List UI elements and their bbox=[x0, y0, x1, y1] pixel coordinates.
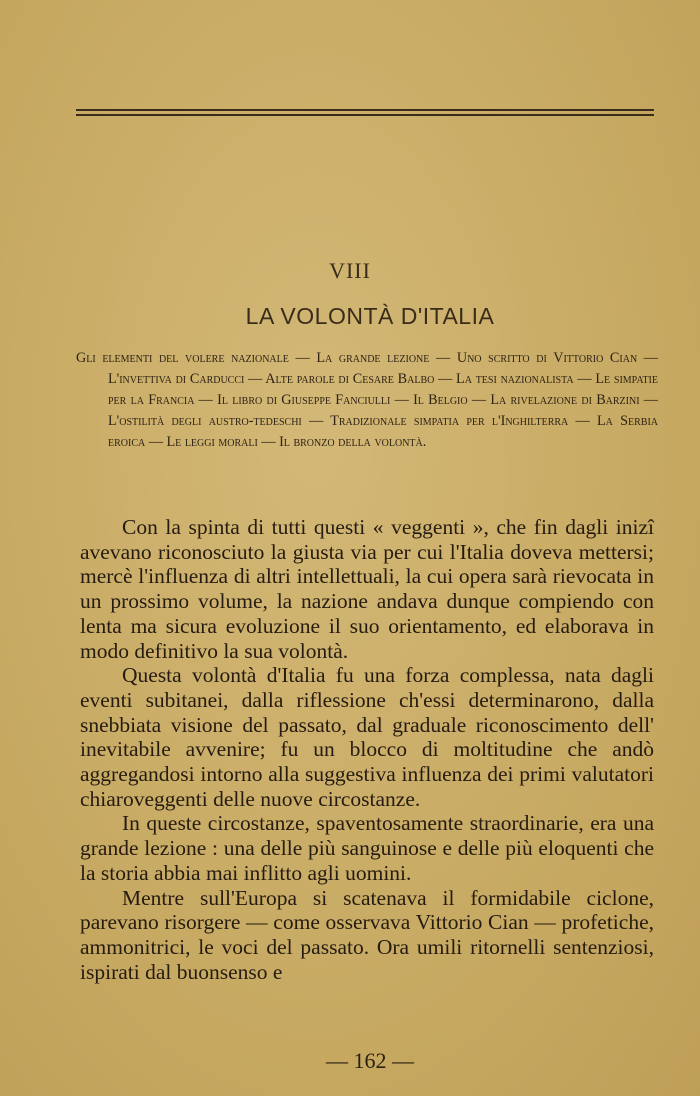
top-rule-double bbox=[76, 114, 654, 116]
paragraph: In queste circostanze, spaventosamente straordinarie, era una grande lezione : una delle più sanguinose e delle più eloquenti che la storia abbia mai inflitto agli uomini. bbox=[80, 811, 654, 885]
chapter-number: VIII bbox=[329, 258, 371, 283]
paragraph: Con la spinta di tutti questi « veggenti », che fin dagli inizî avevano riconosciuto la giusta via per cui l'Italia doveva mettersi; mercè l'influenza di altri intellettuali, la cui opera sarà rievocata in un prossimo volume, la nazione andava dunque compiendo con lenta ma sicura evoluzione il suo orientamento, ed elaborava in modo definitivo la sua volontà. bbox=[80, 515, 654, 663]
paragraph: Mentre sull'Europa si scatenava il formidabile ciclone, parevano risorgere — come osservava Vittorio Cian — profetiche, ammonitrici, le voci del passato. Ora umili ritornelli sentenziosi, ispirati dal buonsenso e bbox=[80, 885, 654, 984]
summary-text: Gli elementi del volere nazionale — La grande lezione — Uno scritto di Vittorio Cian — L'invettiva di Carducci — Alte parole di Cesare Balbo — La tesi nazionalista — Le simpatie per la Francia — Il libro di Giuseppe Fanciulli — Il Belgio — La rivelazione di Barzini — L'ostilità degli austro-tedeschi — Tradizionale simpatia per l'Inghilterra — La Serbia eroica — Le leggi morali — Il bronzo della volontà. bbox=[76, 350, 658, 450]
paragraph: Questa volontà d'Italia fu una forza complessa, nata dagli eventi subitanei, dalla riflessione ch'essi determinarono, dalla snebbiata visione del passato, dal graduale riconoscimento dell' inevitabile avvenire; fu un blocco di moltitudine che andò aggregandosi intorno alla suggestiva influenza dei primi valutatori chiaroveggenti delle nuove circostanze. bbox=[80, 663, 654, 811]
chapter-title: LA VOLONTÀ D'ITALIA bbox=[245, 303, 495, 329]
chapter-summary bbox=[76, 348, 658, 453]
body-text bbox=[80, 515, 654, 984]
top-rule bbox=[76, 109, 654, 111]
page-number: — 162 — bbox=[326, 1048, 414, 1073]
